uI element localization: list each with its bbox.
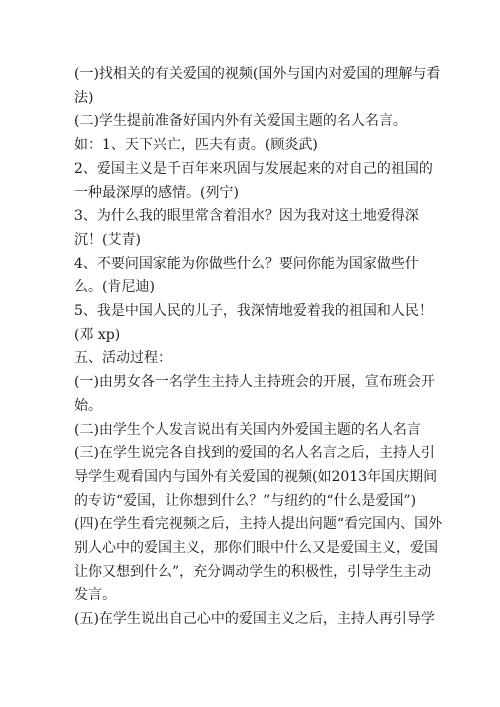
process-step-5: (五)在学生说出自己心中的爱国主义之后，主持人再引导学 bbox=[74, 611, 435, 628]
process-step-2: (二)由学生个人发言说出有关国内外爱国主题的名人名言 bbox=[74, 421, 421, 438]
paragraph-quotes-prep: (二)学生提前准备好国内外有关爱国主题的名人名言。 bbox=[74, 113, 407, 130]
quote-item-1: 如：1、天下兴亡，匹夫有责。(顾炎武) bbox=[74, 137, 318, 154]
quote-item-3: 3、为什么我的眼里常含着泪水？因为我对这土地爱得深沉！(艾青) bbox=[74, 208, 419, 248]
process-step-1: (一)由男女各一名学生主持人主持班会的开展，宣布班会开始。 bbox=[74, 374, 435, 414]
process-step-4: (四)在学生看完视频之后，主持人提出问题“看完国内、国外别人心中的爱国主义，那你们眼中什么又是爱国主义，爱国让你又想到什么”，充分调动学生的积极性，引导学生主动发言。 bbox=[74, 516, 443, 604]
process-step-3: (三)在学生说完各自找到的爱国的名人名言之后，主持人引导学生观看国内与国外有关爱国的视频(如2013年国庆期间的专访“爱国，让你想到什么？”与纽约的“什么是爱国”) bbox=[74, 445, 438, 509]
quote-item-4: 4、不要问国家能为你做些什么？要问你能为国家做些什么。(肯尼迪) bbox=[74, 255, 419, 296]
quote-item-5: 5、我是中国人民的儿子，我深情地爱着我的祖国和人民！(邓 xp) bbox=[74, 303, 433, 343]
paragraph-video-prep: (一)找相关的有关爱国的视频(国外与国内对爱国的理解与看法) bbox=[74, 66, 441, 106]
section-heading-process: 五、活动过程： bbox=[74, 350, 172, 367]
quote-item-2: 2、爱国主义是千百年来巩固与发展起来的对自己的祖国的一种最深厚的感情。(列宁) bbox=[74, 160, 433, 201]
document-body bbox=[74, 63, 444, 632]
